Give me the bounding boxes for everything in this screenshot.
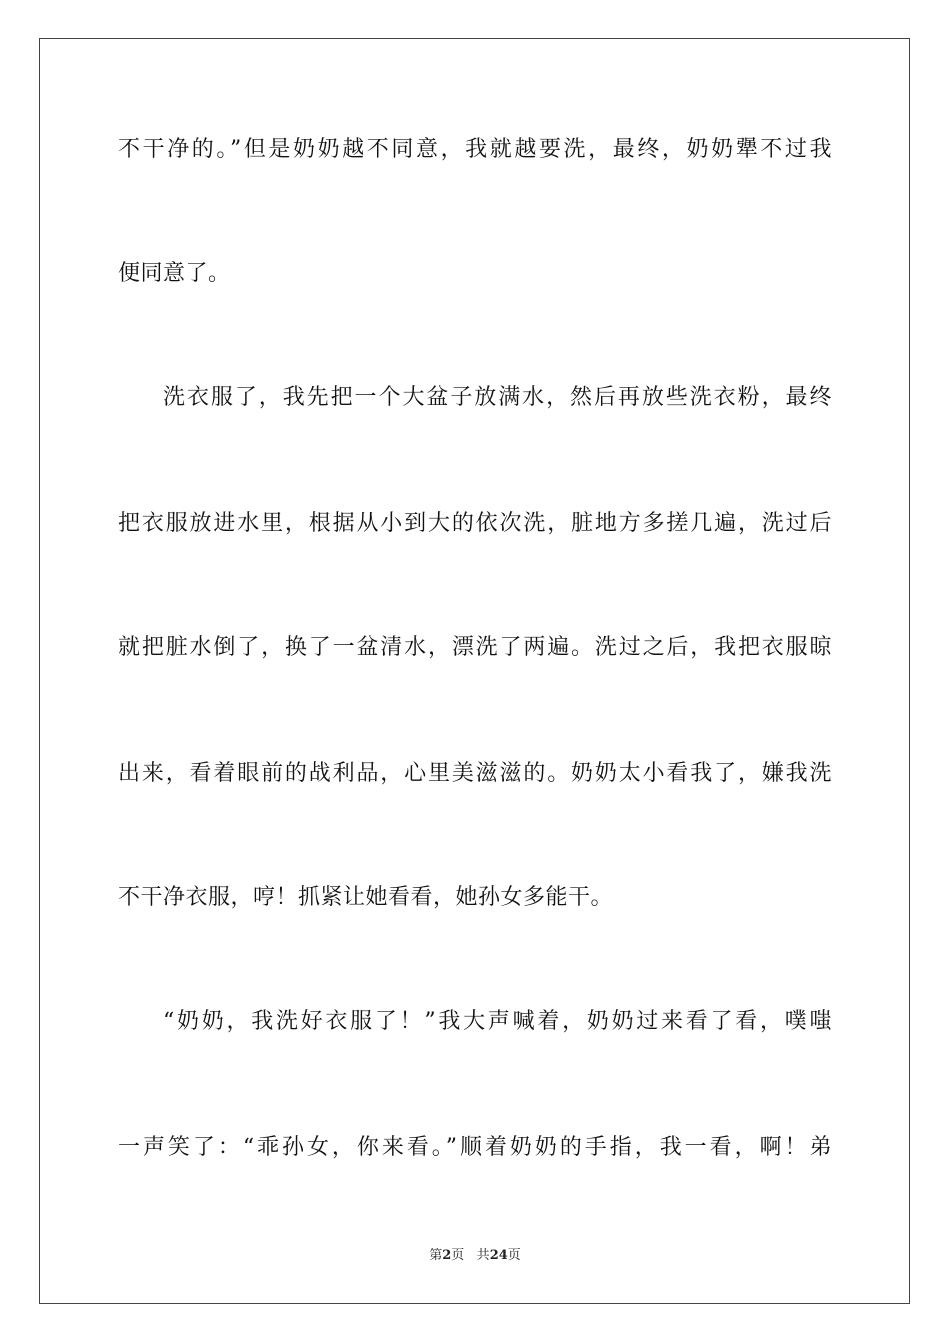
paragraph-line: 不干净的。”但是奶奶越不同意，我就越要洗，最终，奶奶犟不过我	[118, 137, 832, 162]
paragraph-line: 就把脏水倒了，换了一盆清水，漂洗了两遍。洗过之后，我把衣服晾	[118, 635, 832, 660]
page-label-suffix: 页	[451, 1248, 465, 1263]
total-label-suffix: 页	[507, 1248, 521, 1263]
paragraph-line: 把衣服放进水里，根据从小到大的依次洗，脏地方多搓几遍，洗过后	[118, 511, 832, 536]
page-footer	[0, 1246, 950, 1266]
page-number: 2	[442, 1248, 452, 1263]
total-label-prefix: 共	[476, 1248, 490, 1263]
page-border	[39, 38, 910, 1304]
total-pages: 24	[489, 1248, 508, 1263]
paragraph-line: 不干净衣服，哼！抓紧让她看看，她孙女多能干。	[118, 885, 614, 910]
paragraph-line: 一声笑了：“乖孙女，你来看。”顺着奶奶的手指，我一看，啊！弟	[118, 1135, 832, 1160]
page-label-prefix: 第	[429, 1248, 443, 1263]
paragraph-line: 便同意了。	[118, 261, 231, 286]
paragraph-line: “奶奶，我洗好衣服了！”我大声喊着，奶奶过来看了看，噗嗤	[163, 1009, 832, 1034]
paragraph-line: 出来，看着眼前的战利品，心里美滋滋的。奶奶太小看我了，嫌我洗	[118, 761, 832, 786]
paragraph-line: 洗衣服了，我先把一个大盆子放满水，然后再放些洗衣粉，最终	[163, 385, 832, 410]
